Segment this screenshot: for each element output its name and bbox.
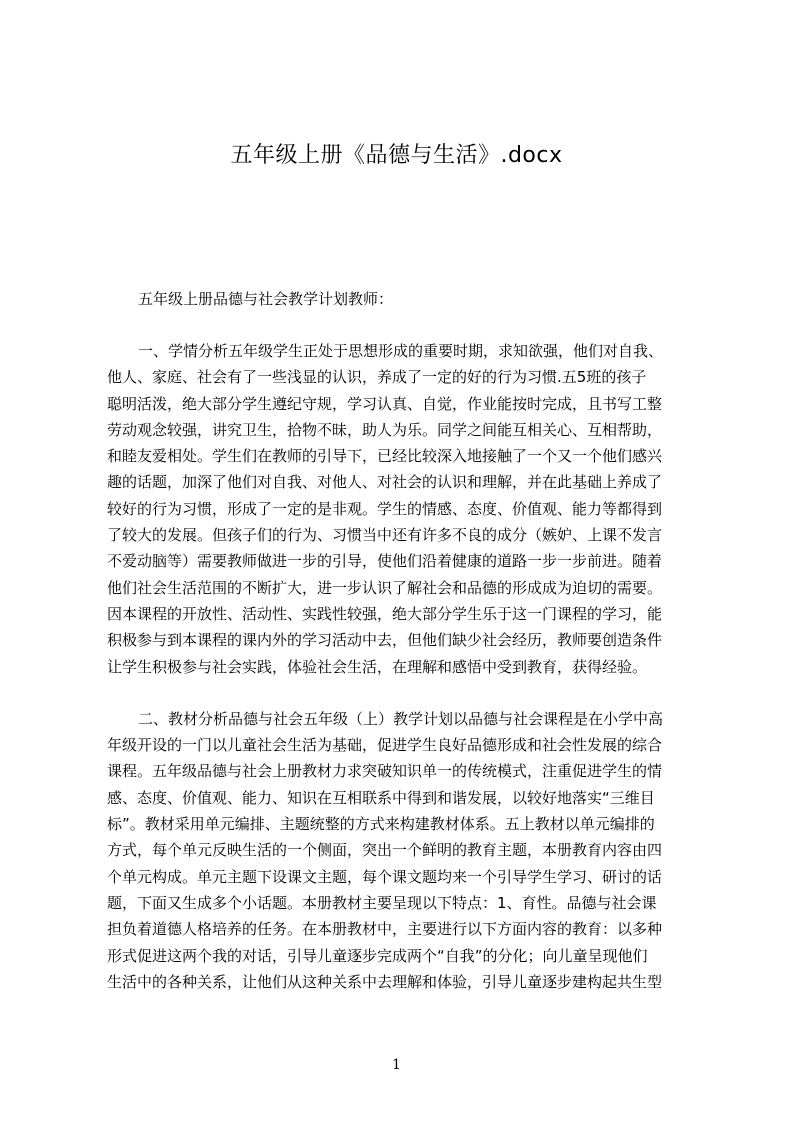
page-number: 1 [392, 1057, 401, 1073]
paragraph-line: 和睦友爱相处。学生们在教师的引导下，已经比较深入地接触了一个又一个他们感兴 [107, 447, 663, 466]
document-title: 五年级上册《品德与生活》.docx [230, 143, 563, 168]
section-learner-analysis [107, 338, 697, 680]
paragraph-line: 因本课程的开放性、活动性、实践性较强，绝大部分学生乐于这一门课程的学习，能 [107, 604, 663, 623]
paragraph-line: 担负着道德人格培养的任务。在本册教材中，主要进行以下方面内容的教育：以多种 [107, 920, 663, 939]
paragraph-line: 较好的行为习惯，形成了一定的是非观。学生的情感、态度、价值观、能力等都得到 [107, 499, 663, 518]
paragraph-spacer [107, 312, 697, 338]
document-body [107, 286, 697, 1036]
paragraph-line: 积极参与到本课程的课内外的学习活动中去，但他们缺少社会经历，教师要创造条件 [107, 631, 663, 650]
paragraph-line: 聪明活泼，绝大部分学生遵纪守规，学习认真、自觉，作业能按时完成，且书写工整 [107, 394, 663, 413]
paragraph-spacer [107, 680, 697, 706]
paragraph-line: 他人、家庭、社会有了一些浅显的认识，养成了一定的好的行为习惯.五5班的孩子 [107, 368, 647, 387]
paragraph-line: 生活中的各种关系，让他们从这种关系中去理解和体验，引导儿童逐步建构起共生型 [107, 972, 663, 991]
paragraph-line: 让学生积极参与社会实践，体验社会生活，在理解和感悟中受到教育，获得经验。 [107, 657, 648, 676]
paragraph-line: 题，下面又生成多个小话题。本册教材主要呈现以下特点：1、育性。品德与社会课 [107, 893, 657, 912]
paragraph-line: 他们社会生活范围的不断扩大，进一步认识了解社会和品德的形成成为迫切的需要。 [107, 578, 663, 597]
paragraph-line: 二、教材分析品德与社会五年级（上）教学计划以品德与社会课程是在小学中高 [138, 709, 664, 728]
paragraph-line: 年级开设的一门以儿童社会生活为基础，促进学生良好品德形成和社会性发展的综合 [107, 736, 663, 755]
paragraph-line: 一、学情分析五年级学生正处于思想形成的重要时期，求知欲强，他们对自我、 [138, 342, 664, 360]
paragraph-line: 不爱动脑等）需要教师做进一步的引导，使他们沿着健康的道路一步一步前进。随着 [107, 552, 663, 571]
paragraph-line: 感、态度、价值观、能力、知识在互相联系中得到和谐发展，以较好地落实“三维目 [107, 788, 655, 807]
paragraph-line: 方式，每个单元反映生活的一个侧面，突出一个鲜明的教育主题，本册教育内容由四 [107, 841, 663, 860]
document-subtitle: 五年级上册品德与社会教学计划教师： [138, 290, 394, 308]
paragraph-line: 个单元构成。单元主题下设课文主题，每个课文题均来一个引导学生学习、研讨的话 [107, 867, 663, 886]
paragraph-line: 课程。五年级品德与社会上册教材力求突破知识单一的传统模式，注重促进学生的情 [107, 762, 663, 781]
paragraph-line: 标”。教材采用单元编排、主题统整的方式来构建教材体系。五上教材以单元编排的 [107, 815, 655, 834]
section-textbook-analysis [107, 706, 697, 995]
paragraph-line: 形式促进这两个我的对话，引导儿童逐步完成两个“自我”的分化；向儿童呈现他们 [107, 946, 648, 965]
paragraph-line: 劳动观念较强，讲究卫生，拾物不昧，助人为乐。同学之间能互相关心、互相帮助， [107, 420, 663, 439]
paragraph-line: 了较大的发展。但孩子们的行为、习惯当中还有许多不良的成分（嫉妒、上课不发言 [107, 526, 663, 545]
paragraph-line: 趣的话题，加深了他们对自我、对他人、对社会的认识和理解，并在此基础上养成了 [107, 473, 663, 492]
